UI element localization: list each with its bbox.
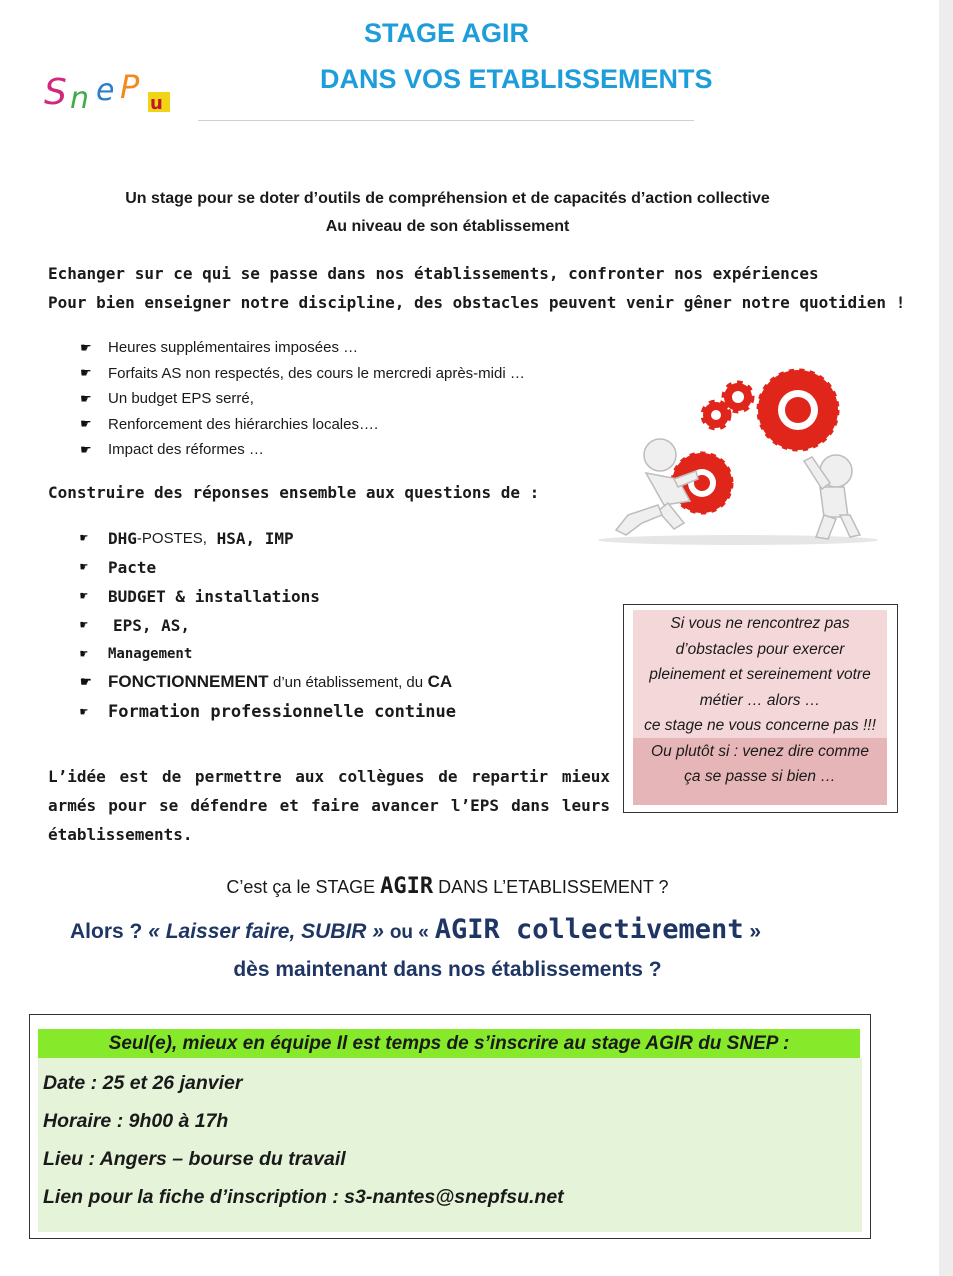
alors-line: Alors ? « Laisser faire, SUBIR » ou « AGIR collectivement » <box>70 914 762 945</box>
svg-text:e: e <box>96 73 115 108</box>
pointing-hand-icon: ☛ <box>80 365 92 381</box>
registration-details <box>38 1058 862 1232</box>
pointing-hand-icon: ☛ <box>80 416 92 432</box>
exchange-line-2: Pour bien enseigner notre discipline, des obstacles peuvent venir gêner notre quotidien ! <box>48 293 906 312</box>
idea-paragraph: L’idée est de permettre aux collègues de repartir mieux armés pour se défendre et faire avancer l’EPS dans leurs établissements. <box>48 767 610 844</box>
build-heading: Construire des réponses ensemble aux questions de : <box>48 483 540 502</box>
exchange-line-1: Echanger sur ce qui se passe dans nos établissements, confronter nos expériences <box>48 264 819 283</box>
obstacles-list <box>80 335 525 463</box>
agir-question: C’est ça le STAGE AGIR DANS L’ETABLISSEMENT ? <box>226 874 669 899</box>
list-item: ☛ Forfaits AS non respectés, des cours le mercredi après-midi … <box>80 364 525 382</box>
svg-text:n: n <box>70 81 90 116</box>
title-line-2: DANS VOS ETABLISSEMENTS <box>320 64 713 94</box>
list-item: ☛ EPS, AS, <box>80 616 191 635</box>
des-maintenant-line: dès maintenant dans nos établissements ? <box>233 958 662 981</box>
pointing-hand-icon: ☛ <box>80 646 88 662</box>
header-divider <box>198 120 694 121</box>
pointing-hand-icon: ☛ <box>80 589 88 604</box>
registration-box <box>29 1014 871 1239</box>
list-item: ☛ Management <box>80 646 193 662</box>
list-item: ☛ Un budget EPS serré, <box>80 390 254 408</box>
registration-date: Date : 25 et 26 janvier <box>43 1072 243 1094</box>
registration-lieu: Lieu : Angers – bourse du travail <box>43 1148 346 1170</box>
list-item: ☛ Formation professionnelle continue <box>80 702 456 722</box>
intro-line-1: Un stage pour se doter d’outils de compréhension et de capacités d’action collective <box>125 190 770 207</box>
pointing-hand-icon: ☛ <box>80 531 88 546</box>
svg-text:S: S <box>44 72 67 113</box>
list-item: ☛ Pacte <box>80 558 157 577</box>
topics-list <box>80 524 456 728</box>
svg-text:u: u <box>150 93 163 114</box>
registration-link[interactable]: Lien pour la fiche d’inscription : s3-nantes@snepfsu.net <box>43 1186 564 1208</box>
snep-logo <box>44 70 174 116</box>
list-item: ☛ Impact des réformes … <box>80 441 264 459</box>
list-item: ☛ Heures supplémentaires imposées … <box>80 339 359 357</box>
note-box <box>623 604 898 813</box>
registration-horaire: Horaire : 9h00 à 17h <box>43 1110 229 1132</box>
note-text: Si vous ne rencontrez pas d’obstacles pour exercer pleinement et sereinement votre métier … alors … ce stage ne vous concerne pas !!! Ou plutôt si : venez dire comme ça se passe si bien … <box>644 615 876 785</box>
pointing-hand-icon: ☛ <box>80 339 92 355</box>
pointing-hand-icon: ☛ <box>80 704 88 720</box>
gears-illustration <box>598 355 880 545</box>
pointing-hand-icon: ☛ <box>80 390 92 406</box>
pointing-hand-icon: ☛ <box>80 441 92 457</box>
title-line-1: STAGE AGIR <box>364 18 530 48</box>
list-item: ☛ BUDGET & installations <box>80 587 320 606</box>
list-item: ☛ Renforcement des hiérarchies locales…. <box>80 415 379 433</box>
pointing-hand-icon: ☛ <box>80 560 88 575</box>
list-item: ☛ DHG -POSTES, HSA, IMP <box>80 529 294 548</box>
registration-header: Seul(e), mieux en équipe Il est temps de s’inscrire au stage AGIR du SNEP : <box>38 1029 860 1058</box>
list-item: ☛ FONCTIONNEMENT d’un établissement, du CA <box>80 672 453 691</box>
pointing-hand-icon: ☛ <box>80 618 88 633</box>
intro-line-2: Au niveau de son établissement <box>325 218 570 235</box>
pointing-hand-icon: ☛ <box>80 674 92 689</box>
page-edge <box>939 0 953 1276</box>
svg-text:P: P <box>120 70 140 106</box>
